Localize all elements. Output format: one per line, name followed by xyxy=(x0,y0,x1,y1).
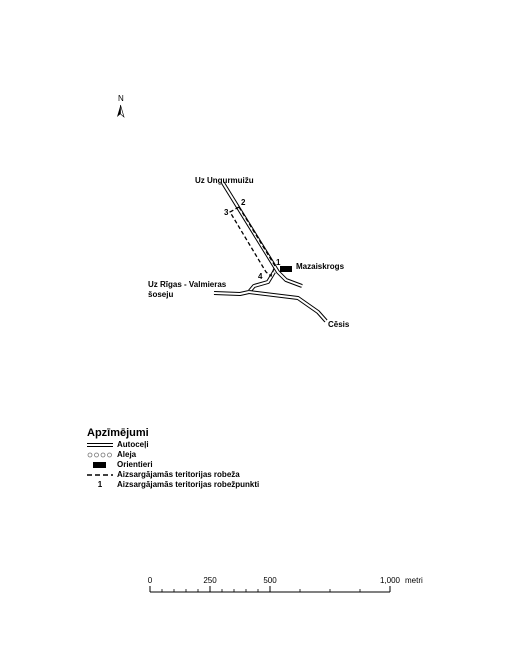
landmark-rect-icon xyxy=(87,460,113,470)
legend xyxy=(87,427,260,490)
legend-label-boundary-points: Aizsargājamās teritorijas robežpunkti xyxy=(117,480,260,489)
road-double-line-icon xyxy=(87,440,113,450)
label-riga-line1: Uz Rīgas - Valmieras xyxy=(148,280,227,289)
alley-circles-icon xyxy=(87,450,113,460)
legend-label-roads: Autoceļi xyxy=(117,440,149,449)
legend-label-boundary: Aizsargājamās teritorijas robeža xyxy=(117,470,240,479)
legend-label-alley: Aleja xyxy=(117,450,137,459)
boundary-point-4: 4 xyxy=(258,272,263,281)
boundary-point-1: 1 xyxy=(276,258,281,267)
scale-tick-500: 500 xyxy=(263,576,277,585)
legend-title: Apzīmējumi xyxy=(87,427,149,439)
label-ungurmuiza: Uz Ungurmuižu xyxy=(195,176,254,185)
scale-bar xyxy=(148,576,423,592)
legend-item-alley xyxy=(87,450,149,460)
legend-label-landmarks: Orientieri xyxy=(117,460,153,469)
scale-unit: metri xyxy=(405,576,423,585)
legend-item-landmarks xyxy=(87,460,153,470)
dashed-line-icon xyxy=(87,470,113,480)
scale-tick-250: 250 xyxy=(203,576,217,585)
legend-item-boundary xyxy=(87,470,240,480)
road-cesis xyxy=(249,292,326,321)
boundary-point-2: 2 xyxy=(241,198,246,207)
boundary-point-3: 3 xyxy=(224,208,229,217)
label-cesis: Cēsis xyxy=(328,320,350,329)
legend-item-roads xyxy=(87,440,149,450)
north-arrow xyxy=(117,94,124,117)
scale-tick-1000: 1,000 xyxy=(379,576,401,585)
protected-boundary xyxy=(230,207,275,276)
number-one-icon: 1 xyxy=(97,480,103,489)
label-mazaiskrogs: Mazaiskrogs xyxy=(296,262,345,271)
north-label: N xyxy=(118,94,124,103)
landmark-mazaiskrogs xyxy=(280,266,292,272)
north-arrow-icon xyxy=(117,105,121,117)
label-riga-line2: šoseju xyxy=(148,290,174,299)
legend-item-boundary-points xyxy=(87,480,260,490)
scale-tick-0: 0 xyxy=(147,576,153,585)
